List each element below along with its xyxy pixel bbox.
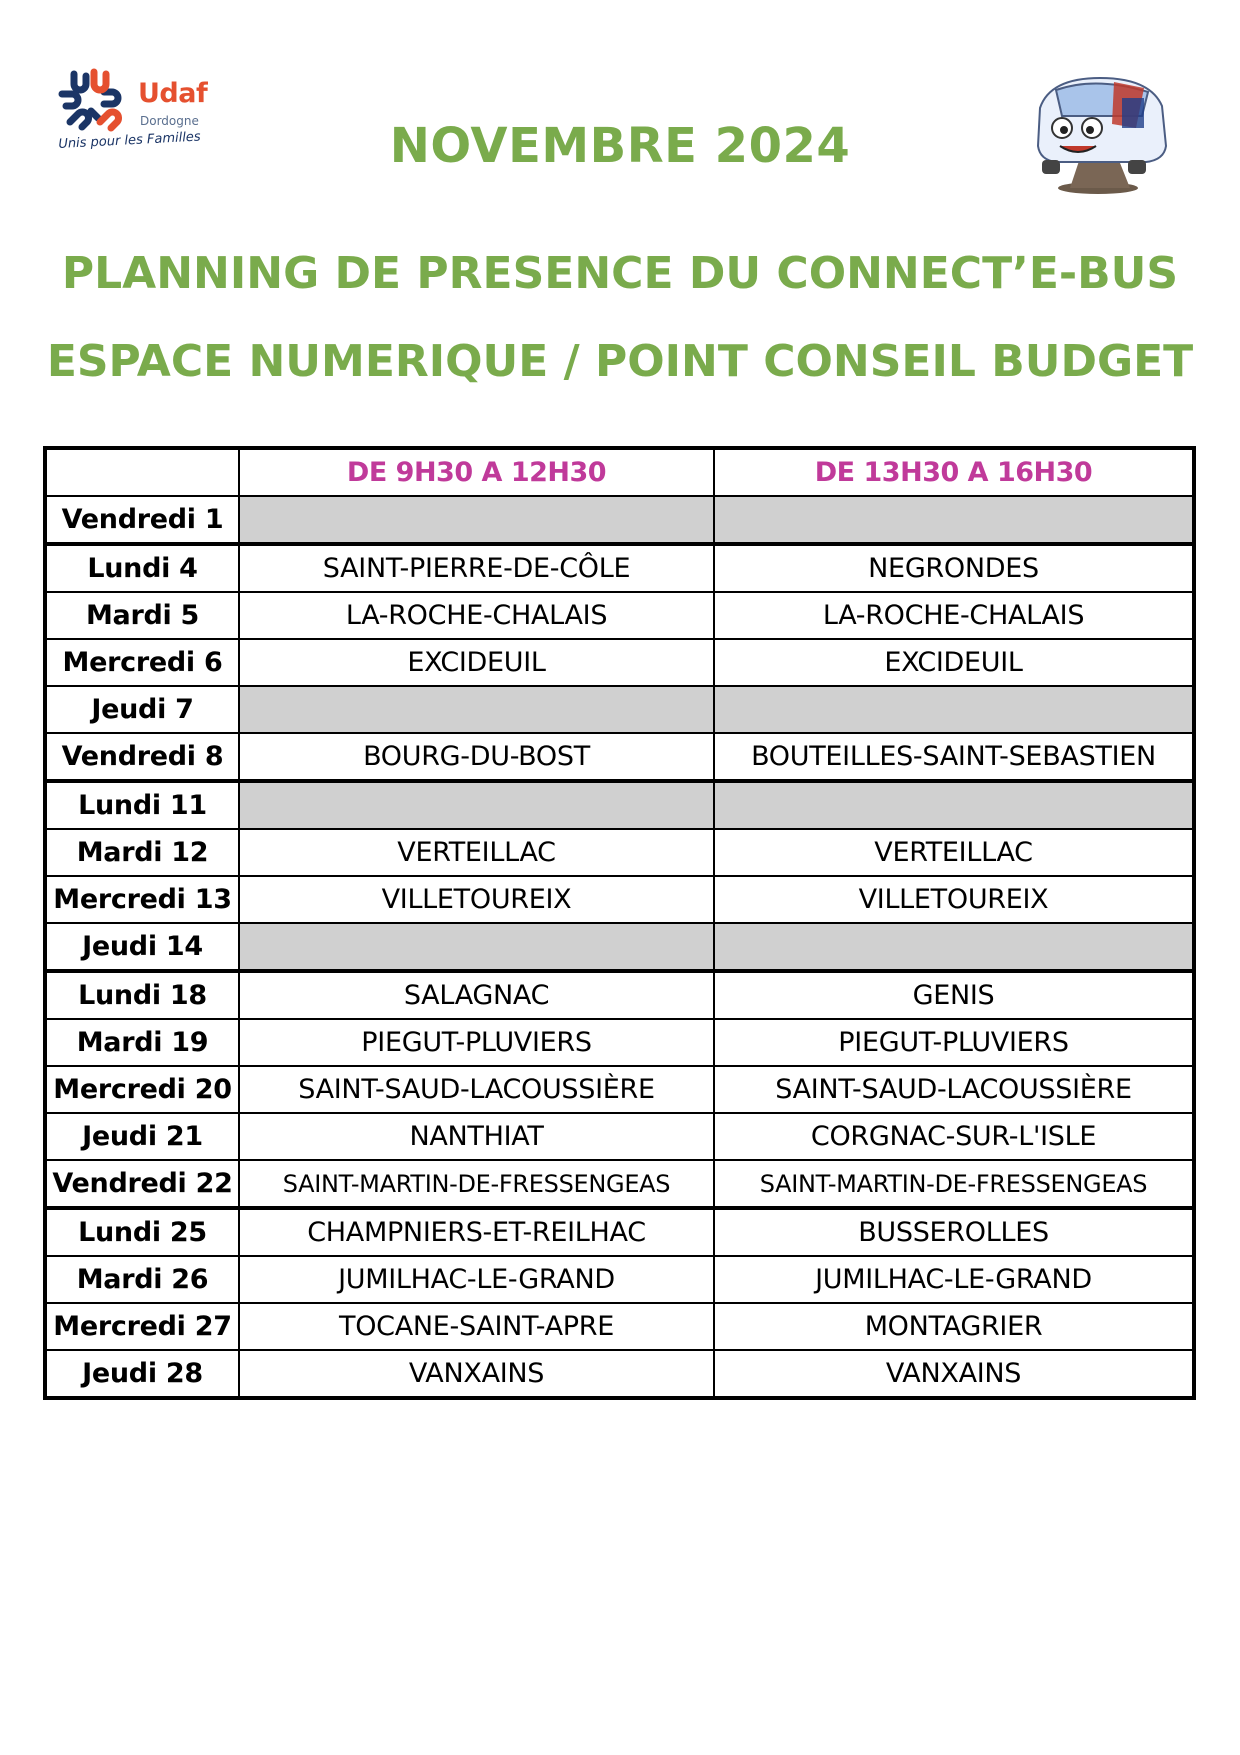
morning-cell: TOCANE-SAINT-APRE xyxy=(239,1303,714,1350)
table-row xyxy=(45,781,1194,829)
day-cell: Mercredi 20 xyxy=(45,1066,239,1113)
table-row xyxy=(45,1066,1194,1113)
day-cell: Mardi 19 xyxy=(45,1019,239,1066)
table-row xyxy=(45,1256,1194,1303)
afternoon-cell: MONTAGRIER xyxy=(714,1303,1194,1350)
table-row xyxy=(45,733,1194,781)
afternoon-cell xyxy=(714,923,1194,971)
day-cell: Jeudi 28 xyxy=(45,1350,239,1398)
day-cell: Lundi 4 xyxy=(45,544,239,592)
logo-name: Udaf xyxy=(138,78,208,109)
day-cell: Mercredi 13 xyxy=(45,876,239,923)
table-row xyxy=(45,1350,1194,1398)
morning-cell: SAINT-SAUD-LACOUSSIÈRE xyxy=(239,1066,714,1113)
day-cell: Mardi 12 xyxy=(45,829,239,876)
morning-cell: VILLETOUREIX xyxy=(239,876,714,923)
morning-cell: VERTEILLAC xyxy=(239,829,714,876)
afternoon-cell xyxy=(714,496,1194,544)
afternoon-cell: CORGNAC-SUR-L'ISLE xyxy=(714,1113,1194,1160)
morning-cell: LA-ROCHE-CHALAIS xyxy=(239,592,714,639)
morning-cell: SAINT-PIERRE-DE-CÔLE xyxy=(239,544,714,592)
table-row xyxy=(45,592,1194,639)
afternoon-cell: VANXAINS xyxy=(714,1350,1194,1398)
afternoon-cell: VILLETOUREIX xyxy=(714,876,1194,923)
column-header-afternoon: DE 13H30 A 16H30 xyxy=(714,448,1194,496)
schedule-table xyxy=(43,446,1196,1400)
afternoon-cell: NEGRONDES xyxy=(714,544,1194,592)
morning-cell: EXCIDEUIL xyxy=(239,639,714,686)
morning-cell xyxy=(239,686,714,733)
day-cell: Jeudi 7 xyxy=(45,686,239,733)
morning-cell: BOURG-DU-BOST xyxy=(239,733,714,781)
morning-cell: NANTHIAT xyxy=(239,1113,714,1160)
table-row xyxy=(45,923,1194,971)
afternoon-cell xyxy=(714,686,1194,733)
afternoon-cell: BUSSEROLLES xyxy=(714,1208,1194,1256)
day-cell: Jeudi 14 xyxy=(45,923,239,971)
table-row xyxy=(45,971,1194,1019)
page-title: NOVEMBRE 2024 xyxy=(389,118,851,174)
column-header-day xyxy=(45,448,239,496)
table-row xyxy=(45,686,1194,733)
morning-cell: SALAGNAC xyxy=(239,971,714,1019)
table-row xyxy=(45,1303,1194,1350)
afternoon-cell: SAINT-SAUD-LACOUSSIÈRE xyxy=(714,1066,1194,1113)
afternoon-cell xyxy=(714,781,1194,829)
day-cell: Vendredi 22 xyxy=(45,1160,239,1208)
day-cell: Vendredi 1 xyxy=(45,496,239,544)
morning-cell: VANXAINS xyxy=(239,1350,714,1398)
day-cell: Mercredi 6 xyxy=(45,639,239,686)
afternoon-cell: JUMILHAC-LE-GRAND xyxy=(714,1256,1194,1303)
day-cell: Lundi 25 xyxy=(45,1208,239,1256)
table-row xyxy=(45,1019,1194,1066)
table-header-row xyxy=(45,448,1194,496)
afternoon-cell: BOUTEILLES-SAINT-SEBASTIEN xyxy=(714,733,1194,781)
afternoon-cell: LA-ROCHE-CHALAIS xyxy=(714,592,1194,639)
table-row xyxy=(45,1113,1194,1160)
logo-region: Dordogne xyxy=(140,114,199,128)
table-row xyxy=(45,829,1194,876)
morning-cell: CHAMPNIERS-ET-REILHAC xyxy=(239,1208,714,1256)
day-cell: Mardi 26 xyxy=(45,1256,239,1303)
afternoon-cell: VERTEILLAC xyxy=(714,829,1194,876)
afternoon-cell: GENIS xyxy=(714,971,1194,1019)
subtitle-service: ESPACE NUMERIQUE / POINT CONSEIL BUDGET xyxy=(46,336,1194,387)
subtitle-planning: PLANNING DE PRESENCE DU CONNECT’E-BUS xyxy=(61,248,1179,299)
table-row xyxy=(45,639,1194,686)
morning-cell xyxy=(239,923,714,971)
day-cell: Mardi 5 xyxy=(45,592,239,639)
column-header-morning: DE 9H30 A 12H30 xyxy=(239,448,714,496)
day-cell: Lundi 18 xyxy=(45,971,239,1019)
morning-cell xyxy=(239,781,714,829)
afternoon-cell: EXCIDEUIL xyxy=(714,639,1194,686)
morning-cell: JUMILHAC-LE-GRAND xyxy=(239,1256,714,1303)
table-row xyxy=(45,496,1194,544)
table-row xyxy=(45,1160,1194,1208)
table-row xyxy=(45,876,1194,923)
day-cell: Vendredi 8 xyxy=(45,733,239,781)
logo-tagline: Unis pour les Familles xyxy=(58,129,202,152)
afternoon-cell: SAINT-MARTIN-DE-FRESSENGEAS xyxy=(714,1160,1194,1208)
table-row xyxy=(45,544,1194,592)
table-row xyxy=(45,1208,1194,1256)
morning-cell xyxy=(239,496,714,544)
morning-cell: PIEGUT-PLUVIERS xyxy=(239,1019,714,1066)
afternoon-cell: PIEGUT-PLUVIERS xyxy=(714,1019,1194,1066)
morning-cell: SAINT-MARTIN-DE-FRESSENGEAS xyxy=(239,1160,714,1208)
day-cell: Mercredi 27 xyxy=(45,1303,239,1350)
day-cell: Jeudi 21 xyxy=(45,1113,239,1160)
day-cell: Lundi 11 xyxy=(45,781,239,829)
